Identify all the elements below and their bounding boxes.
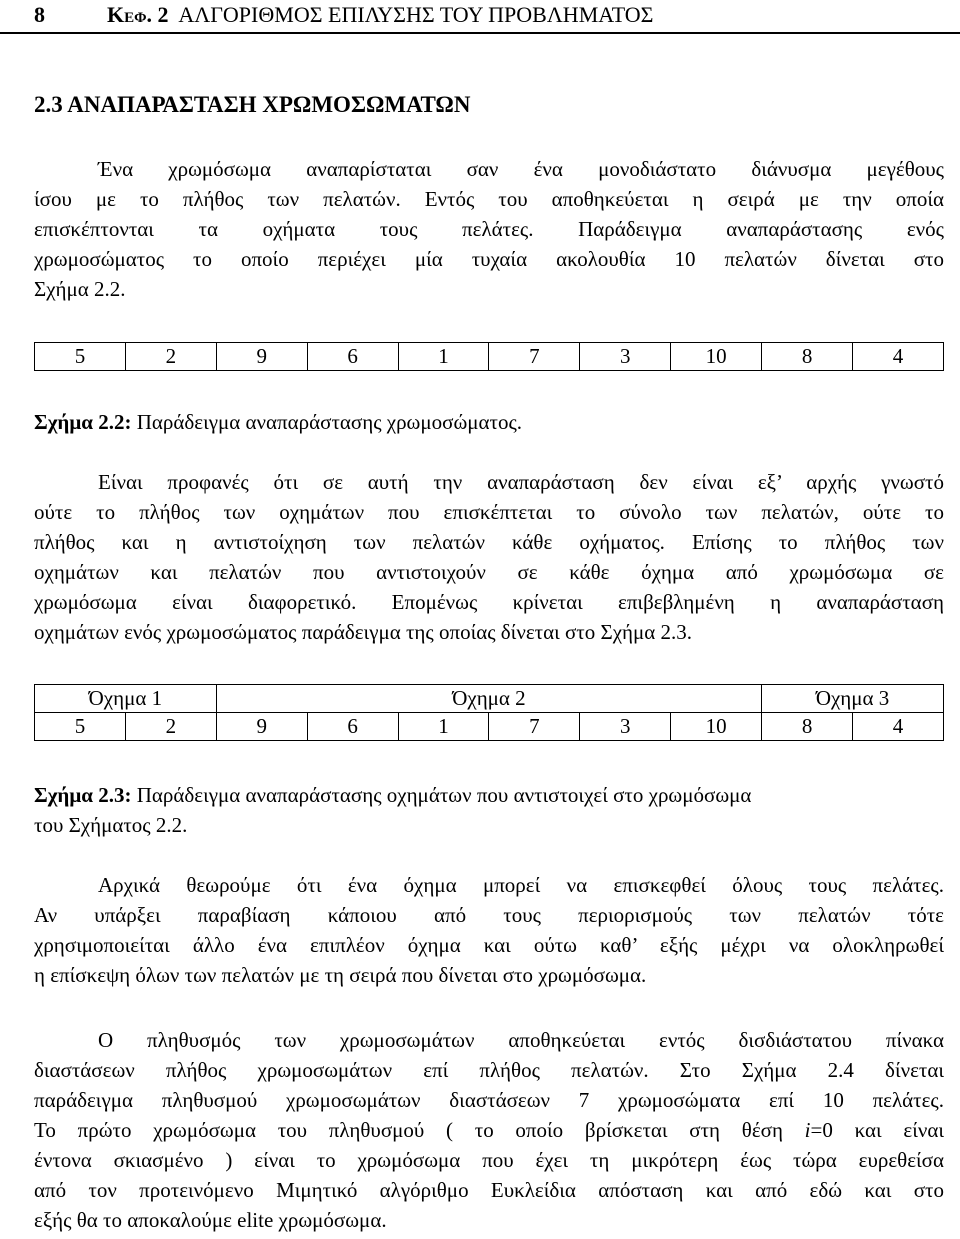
paragraph-1 <box>34 154 944 304</box>
caption-label: Σχήμα 2.3: <box>34 783 132 807</box>
running-header <box>0 0 960 34</box>
gene-cell: 6 <box>307 343 398 371</box>
text-line: πλήθος και η αντιστοίχηση των πελατών κάθε οχήματος. Επίσης το πλήθος των <box>34 530 944 554</box>
variable-i: i <box>804 1118 811 1142</box>
gene-cell: 7 <box>489 343 580 371</box>
paragraph-2 <box>34 467 944 647</box>
gene-cell: 10 <box>671 343 762 371</box>
vehicle-header-cell: Όχημα 1 <box>35 685 217 713</box>
gene-cell: 5 <box>35 343 126 371</box>
text-line <box>34 1115 944 1145</box>
text-line: οχημάτων και πελατών που αντιστοιχούν σε κάθε όχημα από χρωμόσωμα σε <box>34 560 944 584</box>
figure-2-3-table <box>34 684 944 741</box>
text-line: η επίσκεψη όλων των πελατών με τη σειρά που δίνεται στο χρωμόσωμα. <box>34 963 647 987</box>
gene-cell: 5 <box>35 713 126 741</box>
text-line: χρωμόσωμα είναι διαφορετικό. Επομένως κρίνεται επιβεβλημένη η αναπαράσταση <box>34 590 944 614</box>
gene-cell: 2 <box>125 713 216 741</box>
chapter-title: ΑΛΓΟΡΙΘΜΟΣ ΕΠΙΛΥΣΗΣ ΤΟΥ ΠΡΟΒΛΗΜΑΤΟΣ <box>178 2 654 27</box>
text-line: ούτε το πλήθος των οχημάτων που επισκέπτεται το σύνολο των πελατών, ούτε το <box>34 500 944 524</box>
paragraph-4 <box>34 1025 944 1235</box>
gene-cell: 4 <box>853 343 944 371</box>
figure-2-2-caption <box>34 407 522 437</box>
gene-cell: 4 <box>853 713 944 741</box>
gene-cell: 10 <box>671 713 762 741</box>
text-line: επισκέπτονται τα οχήματα τους πελάτες. Παράδειγμα αναπαράστασης ενός <box>34 217 944 241</box>
gene-cell: 9 <box>216 343 307 371</box>
caption-label: Σχήμα 2.2: <box>34 410 132 434</box>
gene-cell: 1 <box>398 343 489 371</box>
paragraph-3 <box>34 870 944 990</box>
text-line: Είναι προφανές ότι σε αυτή την αναπαράσταση δεν είναι εξ’ αρχής γνωστό <box>98 470 944 494</box>
text-line: Αν υπάρξει παραβίαση κάποιου από τους περιορισμούς των πελατών τότε <box>34 903 944 927</box>
text-line: χρωμοσώματος το οποίο περιέχει μία τυχαία ακολουθία 10 πελατών δίνεται στο <box>34 247 944 271</box>
figure-2-2-table <box>34 342 944 371</box>
text-segment: Το πρώτο χρωμόσωμα του πληθυσμού ( το οποίο βρίσκεται στη θέση <box>34 1118 805 1142</box>
running-head-title <box>107 0 653 30</box>
text-line: ίσου με το πλήθος των πελατών. Εντός του αποθηκεύεται η σειρά με την οποία <box>34 187 944 211</box>
text-line: Αρχικά θεωρούμε ότι ένα όχημα μπορεί να επισκεφθεί όλους τους πελάτες. <box>98 873 944 897</box>
text-line: παράδειγμα πληθυσμού χρωμοσωμάτων διαστάσεων 7 χρωμοσώματα επί 10 πελάτες. <box>34 1088 944 1112</box>
caption-line: του Σχήματος 2.2. <box>34 813 188 837</box>
figure-2-3-caption <box>34 780 944 840</box>
vehicle-header-cell: Όχημα 3 <box>762 685 944 713</box>
gene-cell: 9 <box>216 713 307 741</box>
text-line: οχημάτων ενός χρωμοσώματος παράδειγμα της οποίας δίνεται στο Σχήμα 2.3. <box>34 620 693 644</box>
gene-cell: 8 <box>762 713 853 741</box>
gene-cell: 3 <box>580 343 671 371</box>
text-line: Ένα χρωμόσωμα αναπαρίσταται σαν ένα μονοδιάστατο διάνυσμα μεγέθους <box>98 157 944 181</box>
caption-line <box>34 780 944 810</box>
gene-cell: 8 <box>762 343 853 371</box>
caption-text: Παράδειγμα αναπαράστασης οχημάτων που αντιστοιχεί στο χρωμόσωμα <box>131 783 752 807</box>
gene-cell: 7 <box>489 713 580 741</box>
gene-cell: 3 <box>580 713 671 741</box>
text-line: εξής θα το αποκαλούμε elite χρωμόσωμα. <box>34 1208 387 1232</box>
caption-text: Παράδειγμα αναπαράστασης χρωμοσώματος. <box>131 410 523 434</box>
text-line: Ο πληθυσμός των χρωμοσωμάτων αποθηκεύεται εντός δισδιάστατου πίνακα <box>98 1028 944 1052</box>
text-segment: =0 και είναι <box>810 1118 944 1142</box>
gene-cell: 6 <box>307 713 398 741</box>
vehicle-header-cell: Όχημα 2 <box>216 685 761 713</box>
text-line: διαστάσεων πλήθος χρωμοσωμάτων επί πλήθος πελατών. Στο Σχήμα 2.4 δίνεται <box>34 1058 944 1082</box>
chapter-label: Κεφ. 2 <box>107 2 169 27</box>
gene-cell: 2 <box>125 343 216 371</box>
text-line: χρησιμοποιείται άλλο ένα επιπλέον όχημα και ούτω καθ’ εξής μέχρι να ολοκληρωθεί <box>34 933 944 957</box>
page-number: 8 <box>34 2 45 27</box>
text-line: έντονα σκιασμένο ) είναι το χρωμόσωμα που έχει τη μικρότερη έως τώρα ευρεθείσα <box>34 1148 944 1172</box>
gene-cell: 1 <box>398 713 489 741</box>
section-title: 2.3 ΑΝΑΠΑΡΑΣΤΑΣΗ ΧΡΩΜΟΣΩΜΑΤΩΝ <box>34 92 471 117</box>
text-line: από τον προτεινόμενο Μιμητικό αλγόριθμο Ευκλείδια απόσταση και από εδώ και στο <box>34 1178 944 1202</box>
text-line: Σχήμα 2.2. <box>34 277 126 301</box>
